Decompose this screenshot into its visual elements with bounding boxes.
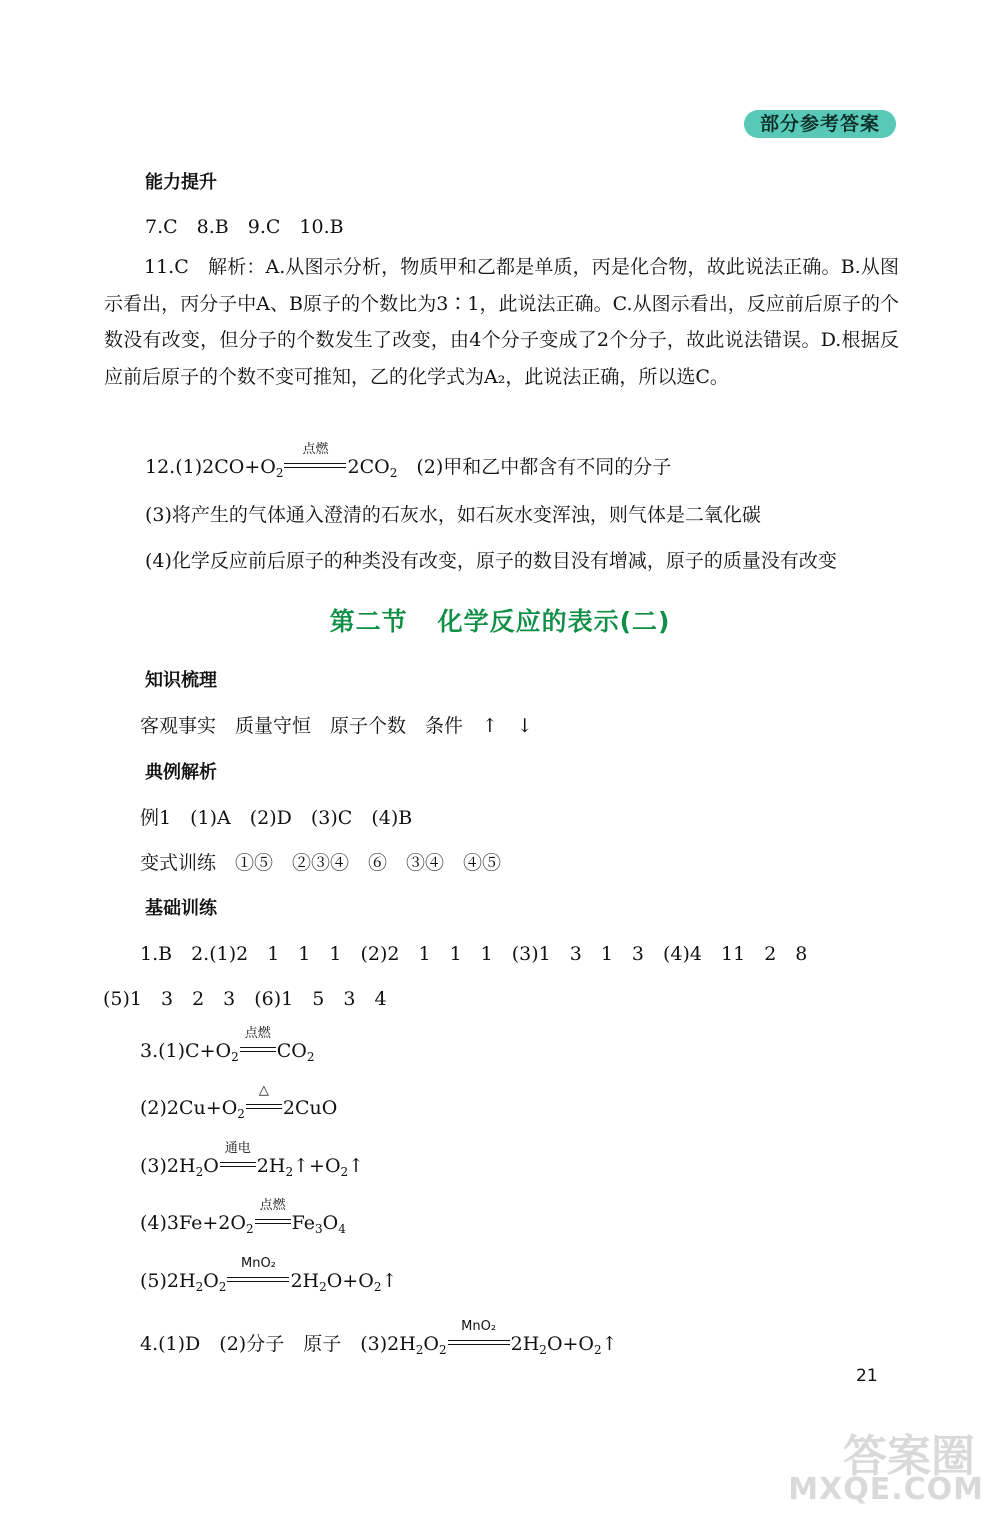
chapter-name: 化学反应的表示(二) (437, 607, 671, 636)
q12-2: (2)甲和乙中都含有不同的分子 (416, 456, 672, 478)
section-title-knowledge: 知识梳理 (145, 670, 217, 691)
chapter-title (0, 602, 1000, 638)
q12-3: (3)将产生的气体通入澄清的石灰水，如石灰水变浑浊，则气体是二氧化碳 (145, 504, 761, 526)
basic-line-2: (5)1 3 2 3 (6)1 5 3 4 (103, 988, 387, 1010)
watermark-bottom: MXQE.COM (788, 1472, 984, 1507)
basic-line-1: 1.B 2.(1)2 1 1 1 (2)2 1 1 1 (3)1 3 1 3 (4)4 11 2 8 (140, 943, 808, 965)
section-title-examples: 典例解析 (145, 762, 217, 783)
page-number: 21 (856, 1366, 878, 1386)
q12-1-psub: 2 (389, 466, 398, 480)
question-4: 4.(1)D (2)分子 原子 $(3)2H_2O_2$ MnO₂ $2H_2O+O_2↑$ (140, 1319, 618, 1357)
q11-explanation: 11.C 解析：A.从图示分析，物质甲和乙都是单质，丙是化合物，故此说法正确。B.从图示看出，丙分子中A、B原子的个数比为3∶1，此说法正确。C.从图示看出，反应前后原子的个数没有改变，但分子的个数发生了改变，由4个分子变成了2个分子，故此说法错误。D.根据反应前后原子的个数不变可推知，乙的化学式为A₂，此说法正确，所以选C。 (104, 256, 899, 388)
eq3-1-condition: 点燃 (240, 1041, 276, 1059)
equation-3-1: $3.(1)C+O_2$ 点燃 $CO_2$ (140, 1026, 315, 1064)
watermark (735, 1420, 990, 1510)
equation-3-4: $(4)3Fe+2O_2$ 点燃 $Fe_3O_4$ (140, 1198, 346, 1236)
example-1: 例1 (1)A (2)D (3)C (4)B (140, 807, 413, 829)
equation-3-3: $(3)2H_2O$ 通电 $2H_2↑+O_2↑$ (140, 1141, 365, 1179)
answers-7-10: 7.C 8.B 9.C 10.B (145, 216, 344, 238)
q12-1-condition (284, 442, 346, 475)
section-title-ability: 能力提升 (145, 172, 217, 193)
q12-1-prefix: 12.(1)2CO+O (145, 456, 276, 478)
equation-3-5: $(5)2H_2O_2$ MnO₂ $2H_2O+O_2↑$ (140, 1256, 398, 1294)
watermark-top: 答案圈 (843, 1431, 975, 1482)
eq3-5-condition: MnO₂ (227, 1271, 289, 1289)
section-badge: 部分参考答案 (744, 110, 896, 138)
q12-1-sub: 2 (275, 466, 284, 480)
q12-1-product: 2CO (347, 456, 390, 478)
eq3-2-condition: △ (246, 1098, 282, 1116)
eq3-4-condition: 点燃 (255, 1213, 291, 1231)
eq3-3-condition: 通电 (220, 1156, 256, 1174)
knowledge-line: 客观事实 质量守恒 原子个数 条件 ↑ ↓ (140, 715, 533, 737)
q12-line1 (145, 442, 672, 480)
q4-condition: MnO₂ (448, 1334, 510, 1352)
section-title-basic: 基础训练 (145, 898, 217, 919)
q12-1-cond-label: 点燃 (302, 442, 329, 457)
chapter-number: 第二节 (329, 607, 408, 636)
variant-training: 变式训练 ①⑤ ②③④ ⑥ ③④ ④⑤ (140, 852, 502, 874)
q12-4: (4)化学反应前后原子的种类没有改变，原子的数目没有增减，原子的质量没有改变 (145, 550, 837, 572)
equation-3-2: $(2)2Cu+O_2$ △ 2CuO (140, 1083, 338, 1121)
